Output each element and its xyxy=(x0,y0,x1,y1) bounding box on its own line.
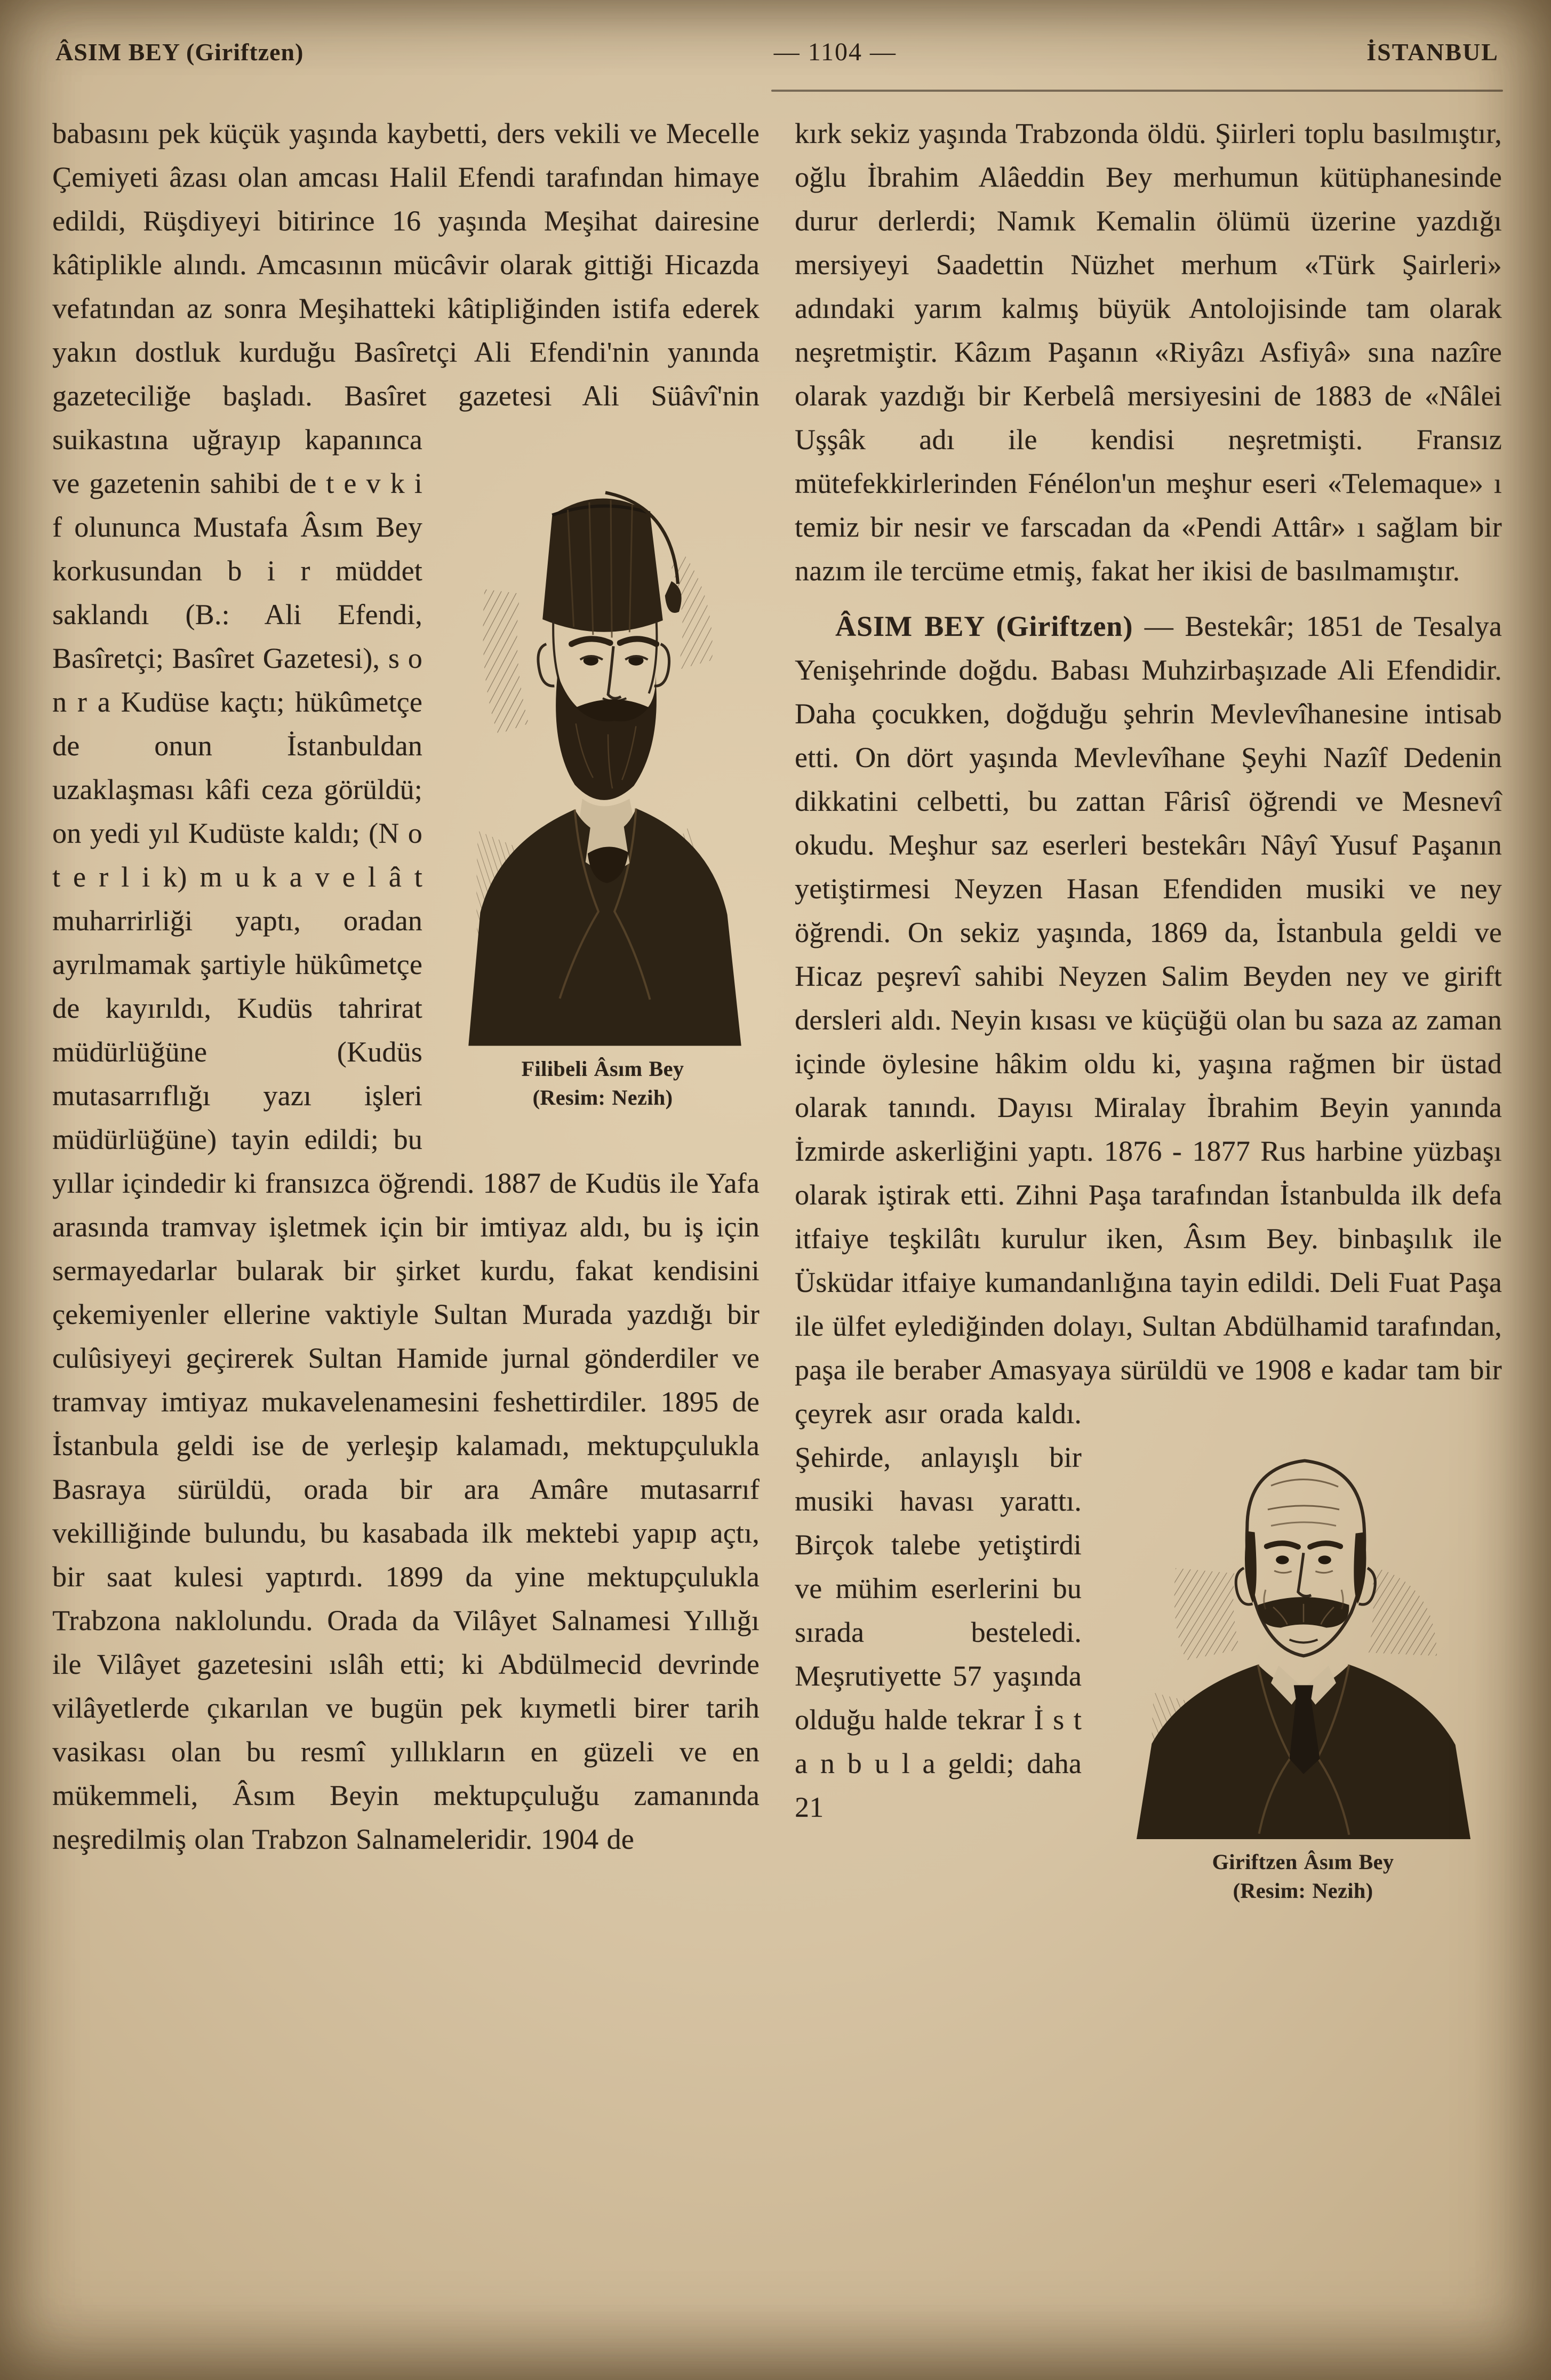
left-column-text xyxy=(52,111,759,1861)
text-columns xyxy=(52,111,1502,1911)
figure-caption xyxy=(1105,1848,1501,1905)
figure-giriftzen-asim-bey xyxy=(1105,1411,1501,1905)
caption-credit: (Resim: Nezih) xyxy=(1233,1878,1373,1903)
text-run-after-figure: muharrirliği yaptı, oradan ayrılmamak şartiyle hükûmetçe de kayırıldı, Kudüs tahrirat müdürlüğüne (Kudüs mutasarrıflığı yazı işleri müdürlüğüne) tayin edildi; bu yıllar içindedir ki fransızca öğrendi. 1887 de Kudüs ile Yafa arasında tramvay işletmek için bir imtiyaz aldı, bu iş için sermayedarlar bularak bir şirket kurdu, fakat kendisini çekemiyenler ellerine vaktiyle Sultan Murada yazdığı bir culûsiyeyi geçirerek Sultan Hamide jurnal gönderdiler ve tramvay imtiyaz mukavelenamesini feshettirdiler. 1895 de İstanbula geldi ise de yerleşip kalamadı, mektupçulukla Basraya sürüldü, orada bir ara Amâre mutasarrıf vekilliğinde bulundu, bu kasabada ilk mektebi yapıp açtı, bir saat kulesi yaptırdı. 1899 da yine mektupçulukla Trabzona naklolundu. Orada da Vilâyet Salnamesi Yıllığı ile Vilâyet gazetesini ıslâh etti; ki Abdülmecid devrinde vilâyetlerde çıkarılan ve bugün pek kıymetli birer tarih vasikası olan bu resmî yıllıkların en güzeli ve en mükemmeli, Âsım Beyin mektupçuluğu zamanında neşredilmiş olan Trabzon Salnameleridir. 1904 de xyxy=(52,905,759,1855)
text-run-beside-figure: suikastına uğrayıp kapanınca ve gazetenin sahibi de t e v k i f olununca Mustafa Âsım Bey korkusundan b i r müddet saklandı (B.: Ali Efendi, Basîretçi; Basîret Gazetesi), s o n r a Kudüse kaçtı; hükûmetçe de onun İstanbuldan uzaklaşması kâfi ceza görüldü; on yedi yıl Kudüste kaldı; (N o t e r l i k) m u k a v e l â t xyxy=(52,424,422,893)
right-column-entry-paragraph xyxy=(795,604,1502,1903)
page-number: — 1104 — xyxy=(773,38,897,66)
page-header xyxy=(52,32,1502,67)
right-column xyxy=(795,111,1502,1911)
header-rule xyxy=(771,90,1503,92)
portrait-filibeli-asim-bey-illustration xyxy=(447,455,758,1046)
right-column-paragraph-1: kırk sekiz yaşında Trabzonda öldü. Şiirleri toplu basılmıştır, oğlu İbrahim Alâeddin Bey merhumun kütüphanesinde durur derlerdi; Namık Kemalin ölümü üzerine yazdığı mersiyeyi Saadettin Nüzhet merhum «Türk Şairleri» adındaki yarım kalmış büyük Antolojisinde tam olarak neşretmiştir. Kâzım Paşanın «Riyâzı Asfiyâ» sına nazîre olarak yazdığı bir Kerbelâ mersiyesini de 1883 de «Nâlei Uşşâk adı ile kendisi neşretmişti. Fransız mütefekkirlerinden Fénélon'un meşhur eseri «Telemaque» ı temiz bir nesir ve farscadan da «Pendi Attâr» ı sağlam bir nazım ile tercüme etmiş, fakat her ikisi de basılmamıştır. xyxy=(795,117,1502,587)
portrait-giriftzen-asim-bey-illustration xyxy=(1105,1411,1501,1839)
figure-caption xyxy=(447,1055,758,1112)
figure-filibeli-asim-bey xyxy=(447,455,758,1112)
running-title-right: İSTANBUL xyxy=(1366,38,1499,66)
caption-title: Giriftzen Âsım Bey xyxy=(1212,1849,1394,1874)
text-run-beside-figure: 1908 e kadar tam bir çeyrek asır orada kaldı. Şehirde, anlayışlı bir musiki havası yarattı. Birçok talebe yetiştirdi ve mühim eserlerini bu sırada besteledi. Meşrutiyette 57 yaşında olduğu halde tekrar İ s t a n b u l a geldi; daha 21 xyxy=(795,1354,1502,1823)
caption-credit: (Resim: Nezih) xyxy=(532,1085,673,1109)
running-title-left: ÂSIM BEY (Giriftzen) xyxy=(55,38,304,66)
caption-title: Filibeli Âsım Bey xyxy=(521,1056,684,1081)
entry-title: ÂSIM BEY (Giriftzen) xyxy=(835,610,1133,642)
text-run-before-figure: babasını pek küçük yaşında kaybetti, ders vekili ve Mecelle Çemiyeti âzası olan amcası Halil Efendi tarafından himaye edildi, Rüşdiyeyi bitirince 16 yaşında Meşihat dairesine kâtiplikle alındı. Amcasının mücâvir olarak gittiği Hicazda vefatından az sonra Meşihatteki kâtipliğinden istifa ederek yakın dostluk kurduğu Basîretçi Ali Efendi'nin yanında gazeteciliğe başladı. Basîret gazetesi Ali Süâvî'nin xyxy=(52,117,759,412)
text-run-entry-main: — Bestekâr; 1851 de Tesalya Yenişehrinde doğdu. Babası Muhzirbaşızade Ali Efendidir. Daha çocukken, doğduğu şehrin Mevlevîhanesine intisab etti. On dört yaşında Mevlevîhane Şeyhi Nazîf Dedenin dikkatini celbetti, bu zattan Fârisî öğrendi ve Mesnevî okudu. Meşhur saz eserleri bestekârı Nâyî Yusuf Paşanın yetiştirmesi Neyzen Hasan Efendiden musiki ve ney öğrendi. On sekiz yaşında, 1869 da, İstanbula geldi ve Hicaz peşrevî sahibi Neyzen Salim Beyden ney ve girift dersleri aldı. Neyin kısası ve küçüğü olan bu saza az zaman içinde öylesine hâkim oldu ki, yaşına rağmen bir üstad olarak tanındı. Dayısı Miralay İbrahim Beyin yanında İzmirde askerliğini yaptı. 1876 - 1877 Rus harbine yüzbaşı olarak iştirak etti. Zihni Paşa tarafından İstanbulda ilk defa itfaiye teşkilâtı kurulur iken, Âsım Bey. binbaşılık ile Üsküdar itfaiye kumandanlığına tayin edildi. Deli Fuat Paşa ile ülfet eylediğinden dolayı, Sultan Abdülhamid tarafından, paşa ile beraber Amasyaya sürüldü ve xyxy=(795,610,1502,1386)
left-column xyxy=(52,111,759,1911)
